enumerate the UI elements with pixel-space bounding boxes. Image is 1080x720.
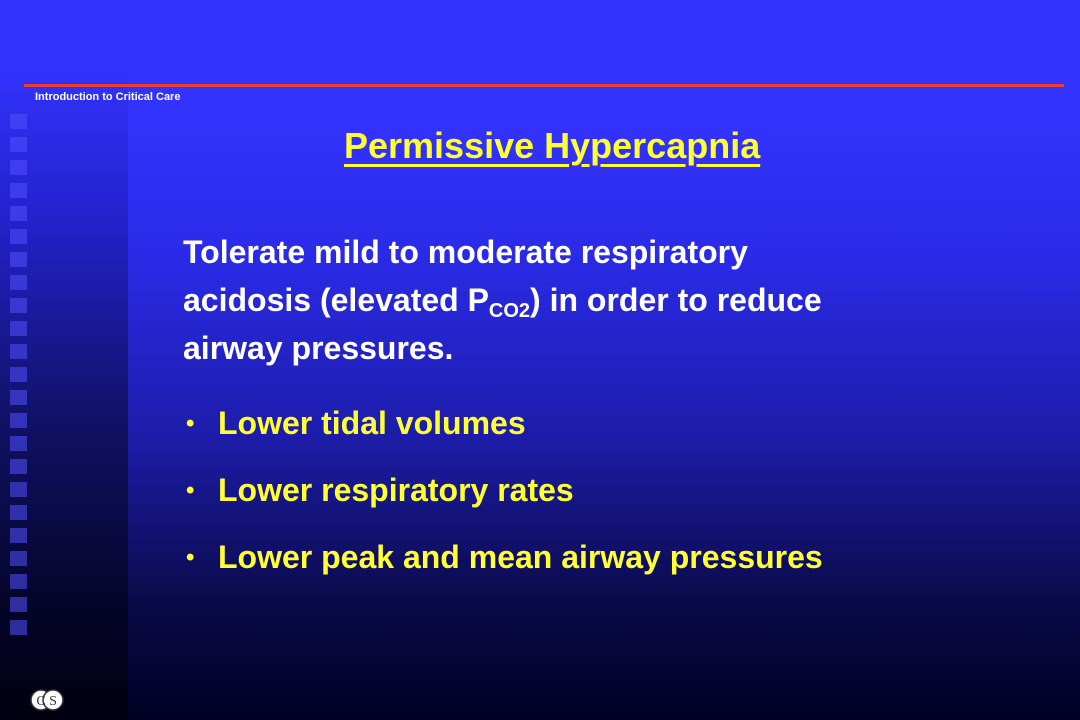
pco2-subscript: CO2 [488,300,531,322]
decorative-square [10,551,27,566]
decorative-square [10,390,27,405]
decorative-square [10,137,27,152]
logo-letter-s: S [49,694,57,709]
paragraph-line-1: Tolerate mild to moderate respiratory [183,234,748,270]
course-title: Introduction to Critical Care [35,91,181,103]
decorative-square [10,183,27,198]
decorative-square [10,298,27,313]
bullet-text: Lower peak and mean airway pressures [218,539,823,575]
decorative-square [10,344,27,359]
decorative-square [10,482,27,497]
bullet-item [186,539,823,606]
decorative-square [10,367,27,382]
left-decorative-strip [0,0,128,720]
slide-paragraph [183,228,983,372]
cs-logo-icon [30,688,64,712]
decorative-square [10,528,27,543]
decorative-square [10,252,27,267]
paragraph-line-2-end: ) in order to reduce [530,282,822,318]
decorative-squares [10,114,28,643]
bullet-item [186,405,823,472]
decorative-square [10,459,27,474]
bullet-text: Lower tidal volumes [218,405,526,441]
decorative-square [10,275,27,290]
decorative-square [10,436,27,451]
logo-letter-c: C [36,694,46,709]
decorative-square [10,413,27,428]
decorative-square [10,620,27,635]
header-rule [24,84,1064,87]
paragraph-line-2-start: acidosis (elevated P [183,282,489,318]
paragraph-line-2 [183,276,983,324]
bullet-list [186,405,823,606]
bullet-icon: • [186,544,195,571]
decorative-square [10,574,27,589]
paragraph-line-3: airway pressures. [183,330,454,366]
bullet-text: Lower respiratory rates [218,472,574,508]
decorative-square [10,321,27,336]
bullet-icon: • [186,477,195,504]
decorative-square [10,229,27,244]
decorative-square [10,597,27,612]
decorative-square [10,114,27,129]
decorative-square [10,160,27,175]
bullet-item [186,472,823,539]
bullet-icon: • [186,410,195,437]
slide-title: Permissive Hypercapnia [344,125,761,166]
decorative-square [10,505,27,520]
decorative-square [10,206,27,221]
